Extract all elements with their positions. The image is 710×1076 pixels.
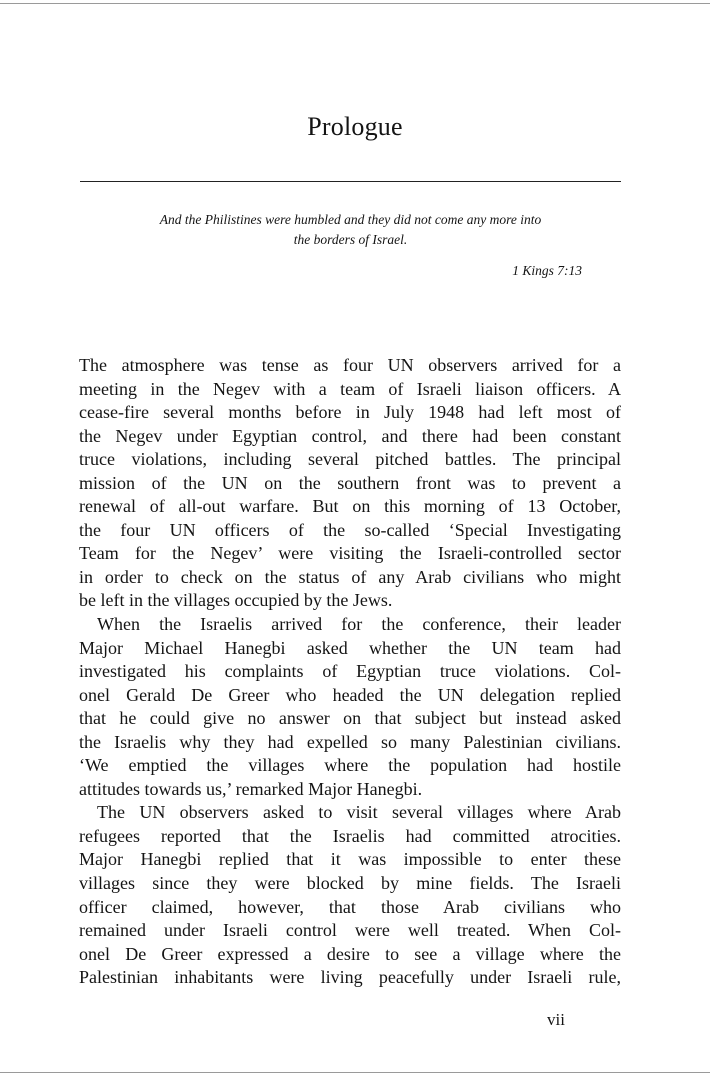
text-line: Major Michael Hanegbi asked whether the UN team had xyxy=(79,637,621,658)
text-line: in order to check on the status of any Arab civilians who might xyxy=(79,566,621,587)
text-line: The UN observers asked to visit several villages where Arab xyxy=(97,802,621,823)
text-line: truce violations, including several pitched battles. The principal xyxy=(79,449,621,470)
text-line: onel Gerald De Greer who headed the UN delegation replied xyxy=(79,684,621,705)
text-line: the Israelis why they had expelled so many Palestinian civilians. xyxy=(79,731,621,752)
text-line: The atmosphere was tense as four UN observers arrived for a xyxy=(79,355,621,375)
epigraph-line: the borders of Israel. xyxy=(293,232,408,247)
epigraph-line: And the Philistines were humbled and they did not come any more into xyxy=(159,212,542,227)
text-line: Palestinian inhabitants were living peacefully under Israeli rule, xyxy=(79,967,621,988)
text-line: remained under Israeli control were well treated. When Col- xyxy=(79,920,621,941)
text-line: When the Israelis arrived for the conference, their leader xyxy=(97,614,621,635)
text-line: refugees reported that the Israelis had committed atrocities. xyxy=(79,825,621,846)
text-line: attitudes towards us,’ remarked Major Hanegbi. xyxy=(79,778,423,799)
text-line: cease-fire several months before in July 1948 had left most of xyxy=(79,402,621,423)
text-line: renewal of all-out warfare. But on this morning of 13 October, xyxy=(79,496,621,517)
paragraph-1 xyxy=(79,354,621,613)
text-line: the Negev under Egyptian control, and there had been constant xyxy=(79,425,621,446)
text-line: investigated his complaints of Egyptian truce violations. Col- xyxy=(79,661,621,682)
text-line: onel De Greer expressed a desire to see a village where the xyxy=(79,943,621,964)
paragraph-2 xyxy=(79,613,621,801)
paragraph-3 xyxy=(79,801,621,989)
text-line: that he could give no answer on that subject but instead asked xyxy=(79,708,621,729)
text-line: the four UN officers of the so-called ‘Special Investigating xyxy=(79,519,621,540)
text-line: Major Hanegbi replied that it was impossible to enter these xyxy=(79,849,621,870)
page-title: Prologue xyxy=(307,112,403,141)
epigraph-source: 1 Kings 7:13 xyxy=(512,263,582,278)
page-number: vii xyxy=(547,1010,565,1029)
page-top-edge xyxy=(0,3,710,4)
epigraph xyxy=(80,210,621,250)
text-line: be left in the villages occupied by the Jews. xyxy=(79,590,393,611)
text-line: Team for the Negev’ were visiting the Israeli-controlled sector xyxy=(79,543,621,564)
text-line: mission of the UN on the southern front was to prevent a xyxy=(79,472,621,493)
text-line: villages since they were blocked by mine fields. The Israeli xyxy=(79,873,621,894)
text-line: officer claimed, however, that those Arab civilians who xyxy=(79,896,621,917)
text-line: meeting in the Negev with a team of Israeli liaison officers. A xyxy=(79,378,621,399)
text-line: ‘We emptied the villages where the population had hostile xyxy=(79,755,621,776)
title-rule xyxy=(80,181,621,182)
page-bottom-edge xyxy=(0,1072,710,1073)
body-text xyxy=(79,354,621,990)
